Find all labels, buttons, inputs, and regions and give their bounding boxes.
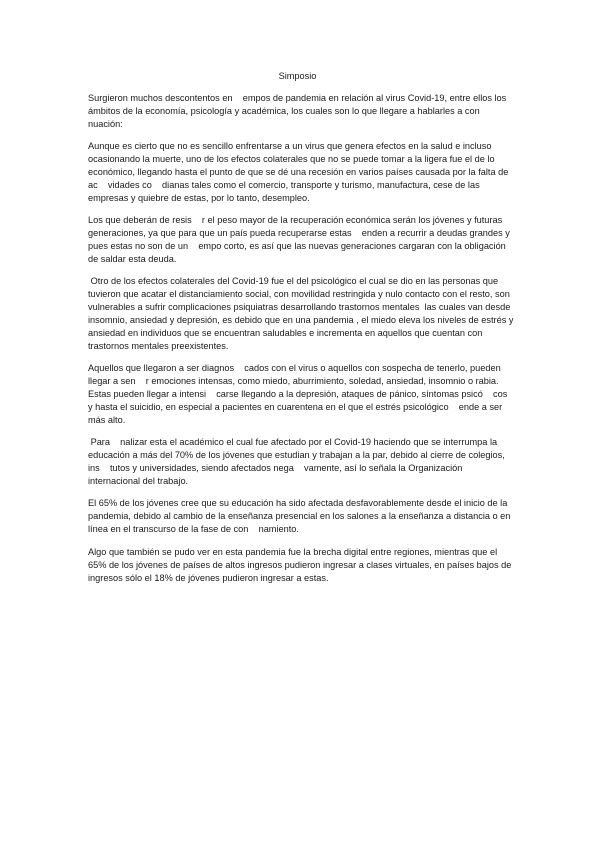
document-title: Simposio [278,71,317,81]
document-body [88,92,517,594]
paragraph-education-perception: El 65% de los jóvenes cree que su educación ha sido afectada desfavorablemente desde el inicio de la pandemia, debido al cambio de la enseñanza presencial en los salones a la enseñanza a distancia o en línea en el transcurso de la fase de con namiento. [88,498,513,535]
paragraph-economic-effects: Aunque es cierto que no es sencillo enfrentarse a un virus que genera efectos en la salud e incluso ocasionando la muerte, uno de los efectos colaterales que no se puede tomar a la ligera fue el de lo económico, llegando hasta el punto de que se dé una recesión en varios países causada por la falta de ac vidades co dianas tales como el comercio, transporte y turismo, manufactura, cese de las empresas y quiebre de estas, por lo tanto, desempleo. [88,141,511,203]
paragraph-economic-recovery: Los que deberán de resis r el peso mayor de la recuperación económica serán los jóvenes y futuras generaciones, ya que para que un país pueda recuperarse estas enden a recurrir a deudas grandes y pues estas no son de un empo corto, es así que las nuevas generaciones cargaran con la obligación de saldar esta deuda. [88,215,513,264]
paragraph-intro: Surgieron muchos descontentos en empos de pandemia en relación al virus Covid-19, entre ellos los ámbitos de la economía, psicología y académica, los cuales son lo que llegare a hablarles a con nuación: [88,93,509,129]
paragraph-diagnosed-patients: Aquellos que llegaron a ser diagnos cados con el virus o aquellos con sospecha de tenerlo, pueden llegar a sen r emociones intensas, como miedo, aburrimiento, soledad, ansiedad, insomnio o rabia. Estas pueden llegar a intensi carse llegando a la depresión, ataques de pánico, síntomas psicó cos y hasta el suicidio, en especial a pacientes en cuarentena en el que el estrés psicológico ende a ser más alto. [88,363,510,425]
paragraph-academic-effects: Para nalizar esta el académico el cual fue afectado por el Covid-19 haciendo que se interrumpa la educación a más del 70% de los jóvenes que estudian y trabajan a la par, debido al cierre de colegios, ins tutos y universidades, siendo afectados nega vamente, así lo señala la Organización internacional del trabajo. [88,437,508,487]
paragraph-psychological-effects: Otro de los efectos colaterales del Covid-19 fue el del psicológico el cual se dio en las personas que tuvieron que acatar el distanciamiento social, con movilidad restringida y nulo contacto con el resto, son vulnerables a sufrir complicaciones psiquiatras desarrollando trastornos mentales las cuales van desde insomnio, ansiedad y depresión, es debido que en una pandemia , el miedo eleva los niveles de estrés y ansiedad en individuos que se encuentran saludables e incrementa en aquellos que cuentan con trastornos mentales preexistentes. [88,276,517,351]
paragraph-digital-gap: Algo que también se pudo ver en esta pandemia fue la brecha digital entre regiones, mientras que el 65% de los jóvenes de países de altos ingresos pudieron ingresar a clases virtuales, en países bajos de ingresos sólo el 18% de jóvenes pudieron ingresar a estas. [88,546,514,583]
